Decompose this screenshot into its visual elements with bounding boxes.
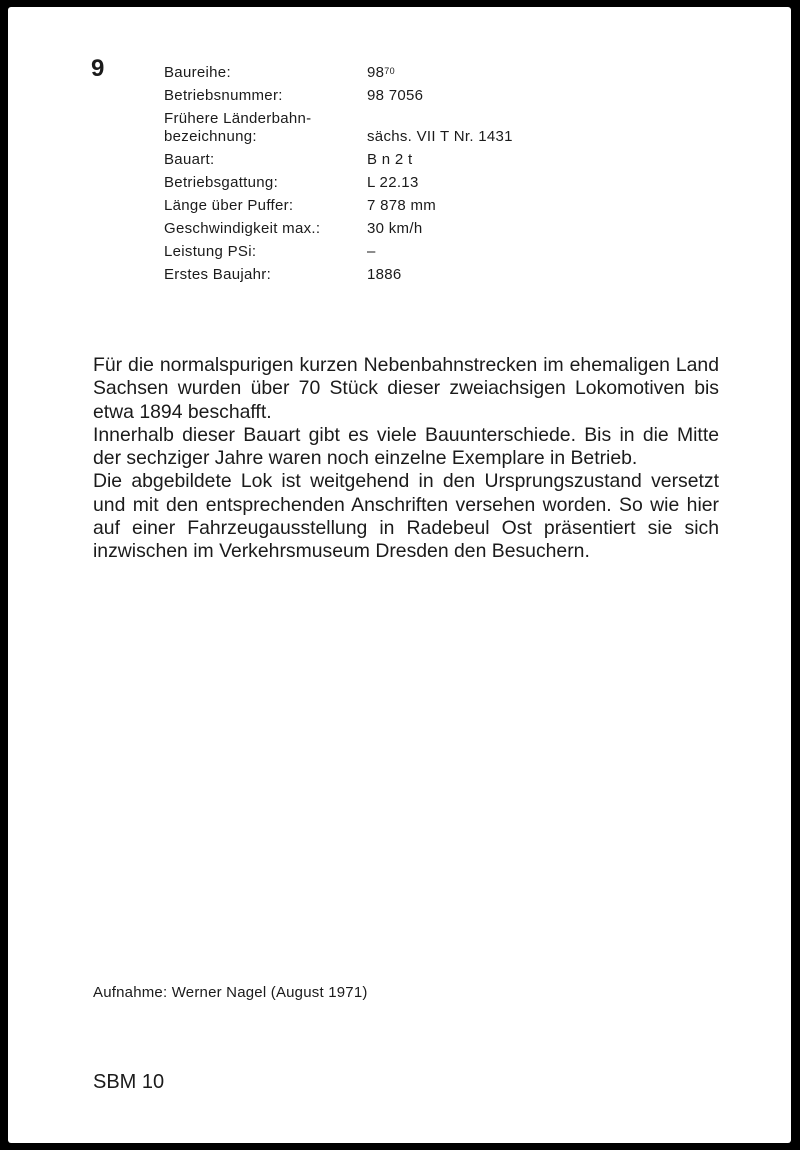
spec-row-betriebsnummer (164, 87, 644, 105)
spec-value (367, 64, 644, 82)
spec-label: Länge über Puffer: (164, 197, 294, 214)
postcard-back (8, 7, 791, 1143)
card-number: 9 (91, 55, 105, 82)
description-paragraph: Die abgebildete Lok ist weitgehend in den Ursprungszustand versetzt und mit den entsprechenden Anschriften versehen worden. So wie hier auf einer Fahrzeugausstellung in Radebeul Ost präsentiert sie sich inzwischen im Verkehrsmuseum Dresden den Besuchern. (93, 470, 719, 563)
spec-label: Geschwindigkeit max.: (164, 220, 321, 237)
spec-value: sächs. VII T Nr. 1431 (367, 128, 513, 145)
spec-label: Leistung PSi: (164, 243, 257, 260)
spec-value: 98 7056 (367, 87, 424, 104)
spec-value: 30 km/h (367, 220, 423, 237)
spec-list (164, 64, 644, 289)
description (93, 354, 719, 564)
spec-label: Bauart: (164, 151, 215, 168)
spec-label: Betriebsnummer: (164, 87, 283, 104)
spec-row-baujahr (164, 266, 644, 284)
spec-value: L 22.13 (367, 174, 419, 191)
spec-row-laenge (164, 197, 644, 215)
spec-row-geschwindigkeit (164, 220, 644, 238)
photo-credit: Aufnahme: Werner Nagel (August 1971) (93, 984, 368, 1001)
spec-label: Betriebsgattung: (164, 174, 279, 191)
spec-row-betriebsgattung (164, 174, 644, 192)
description-paragraph: Für die normalspurigen kurzen Nebenbahnstrecken im ehemaligen Land Sachsen wurden über 70 Stück dieser zweiachsigen Lokomotiven bis etwa 1894 beschafft. (93, 354, 719, 423)
spec-label: Erstes Baujahr: (164, 266, 272, 283)
spec-row-bauart (164, 151, 644, 169)
spec-label: Frühere Länderbahn- bezeichnung: (164, 110, 312, 145)
series-label: SBM 10 (93, 1071, 165, 1093)
spec-row-laenderbahnbezeichnung (164, 110, 644, 146)
spec-value-main: 98 (367, 64, 385, 81)
spec-value-superscript: 70 (384, 66, 395, 76)
spec-row-leistung (164, 243, 644, 261)
spec-value: B n 2 t (367, 151, 413, 168)
spec-row-baureihe (164, 64, 644, 82)
description-paragraph: Innerhalb dieser Bauart gibt es viele Bauunterschiede. Bis in die Mitte der sechziger Jahre waren noch einzelne Exemplare in Betrieb. (93, 423, 719, 470)
spec-label: Baureihe: (164, 64, 231, 81)
spec-value: 1886 (367, 266, 402, 283)
spec-value: 7 878 mm (367, 197, 437, 214)
spec-value: – (367, 243, 376, 260)
